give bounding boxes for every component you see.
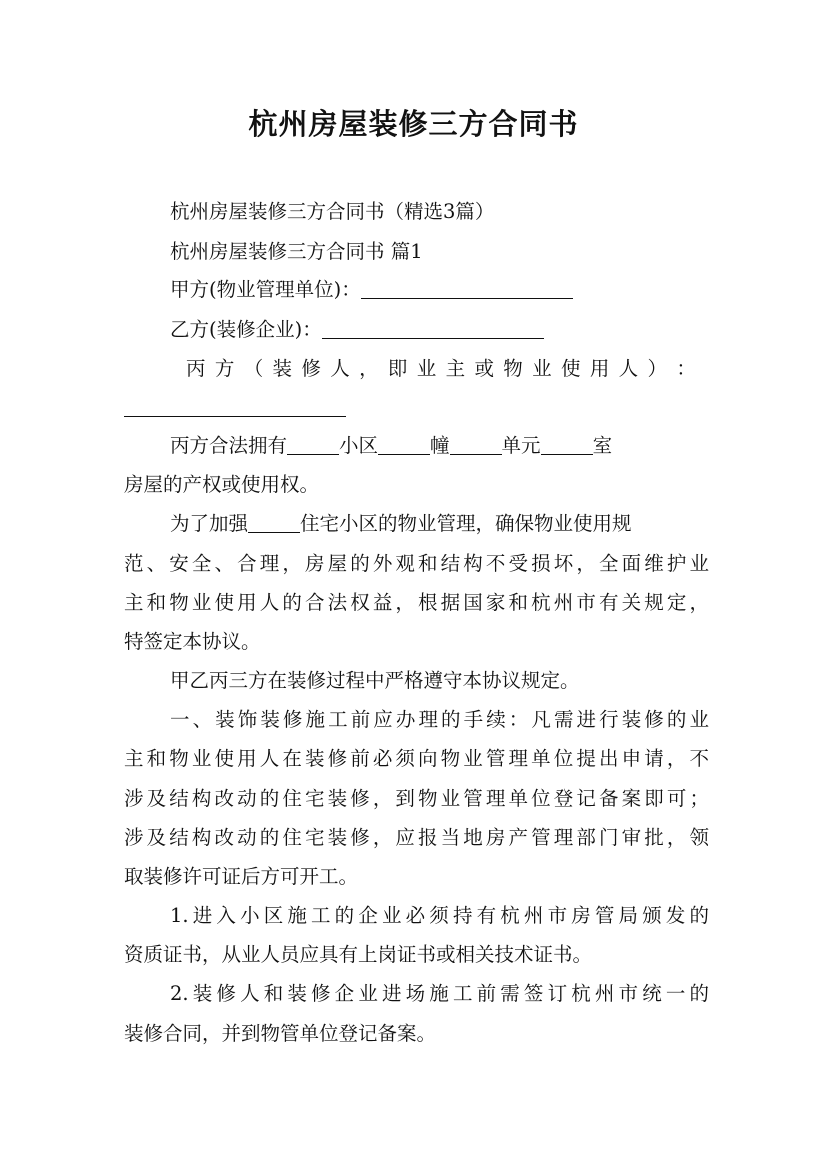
party-c-char: 物 bbox=[503, 357, 523, 380]
party-b-blank bbox=[322, 319, 544, 340]
party-c-char: 修 bbox=[301, 357, 321, 380]
purpose-line-2: 范、安全、合理，房屋的外观和结构不受损坏，全面维护业 bbox=[124, 552, 709, 575]
document-subtitle: 杭州房屋装修三方合同书（精选3篇） bbox=[170, 200, 495, 223]
party-b-label: 乙方(装修企业)： bbox=[170, 318, 322, 341]
clause1-line-5: 取装修许可证后方可开工。 bbox=[124, 865, 359, 888]
room-blank bbox=[541, 435, 593, 456]
section-heading: 杭州房屋装修三方合同书 篇1 bbox=[170, 240, 423, 263]
party-c-char: 方 bbox=[214, 357, 235, 380]
party-c-char: ： bbox=[676, 357, 696, 380]
party-c-char: 人 bbox=[330, 357, 350, 380]
party-c-char: 业 bbox=[532, 357, 552, 380]
party-c-char: 用 bbox=[589, 357, 610, 380]
purpose-text: 住宅小区的物业管理，确保物业使用规 bbox=[300, 512, 632, 535]
community-blank bbox=[287, 435, 339, 456]
party-c-char: （ bbox=[243, 357, 264, 380]
party-c-char: 主 bbox=[445, 357, 466, 380]
party-b-line bbox=[170, 310, 709, 350]
ownership-text: 室 bbox=[592, 434, 613, 457]
item1-line-2: 资质证书，从业人员应具有上岗证书或相关技术证书。 bbox=[124, 943, 593, 966]
ownership-text: 单元 bbox=[501, 434, 541, 457]
item2-line-2: 装修合同，并到物管单位登记备案。 bbox=[124, 1022, 437, 1045]
community-name-blank bbox=[248, 513, 300, 534]
party-a-line bbox=[170, 270, 709, 310]
party-c-char: ） bbox=[647, 357, 668, 380]
purpose-line-3: 主和物业使用人的合法权益，根据国家和杭州市有关规定， bbox=[124, 591, 709, 614]
purpose-line-1 bbox=[170, 504, 709, 544]
party-a-blank bbox=[361, 279, 573, 300]
party-c-line bbox=[186, 349, 696, 389]
party-c-char: 即 bbox=[387, 357, 408, 380]
party-c-char: 人 bbox=[618, 357, 639, 380]
ownership-text: 幢 bbox=[430, 434, 450, 457]
ownership-text: 小区 bbox=[339, 434, 379, 457]
party-c-blank bbox=[124, 397, 346, 418]
party-c-char: 或 bbox=[474, 357, 494, 380]
party-c-char: ， bbox=[359, 357, 379, 380]
ownership-text: 丙方合法拥有 bbox=[170, 434, 288, 457]
ownership-line-1 bbox=[170, 426, 709, 466]
party-a-label: 甲方(物业管理单位)： bbox=[170, 278, 361, 301]
clause1-line-3: 涉及结构改动的住宅装修，到物业管理单位登记备案即可； bbox=[124, 787, 709, 810]
clause1-line-1: 一、装饰装修施工前应办理的手续：凡需进行装修的业 bbox=[170, 708, 709, 731]
ownership-line-2: 房屋的产权或使用权。 bbox=[124, 473, 320, 496]
party-c-char: 装 bbox=[272, 357, 293, 380]
clause1-line-4: 涉及结构改动的住宅装修，应报当地房产管理部门审批，领 bbox=[124, 826, 709, 849]
purpose-line-4: 特签定本协议。 bbox=[124, 630, 261, 653]
party-c-char: 丙 bbox=[186, 357, 206, 380]
document-title: 杭州房屋装修三方合同书 bbox=[248, 107, 579, 141]
party-c-blank-line bbox=[124, 388, 709, 428]
compliance-line: 甲乙丙三方在装修过程中严格遵守本协议规定。 bbox=[170, 669, 580, 692]
item2-line-1: 2.装修人和装修企业进场施工前需签订杭州市统一的 bbox=[170, 982, 709, 1005]
purpose-text: 为了加强 bbox=[170, 512, 249, 535]
building-blank bbox=[378, 435, 430, 456]
item1-line-1: 1.进入小区施工的企业必须持有杭州市房管局颁发的 bbox=[170, 904, 709, 927]
clause1-line-2: 主和物业使用人在装修前必须向物业管理单位提出申请，不 bbox=[124, 747, 709, 770]
party-c-char: 业 bbox=[416, 357, 437, 380]
unit-blank bbox=[450, 435, 502, 456]
party-c-char: 使 bbox=[560, 357, 581, 380]
